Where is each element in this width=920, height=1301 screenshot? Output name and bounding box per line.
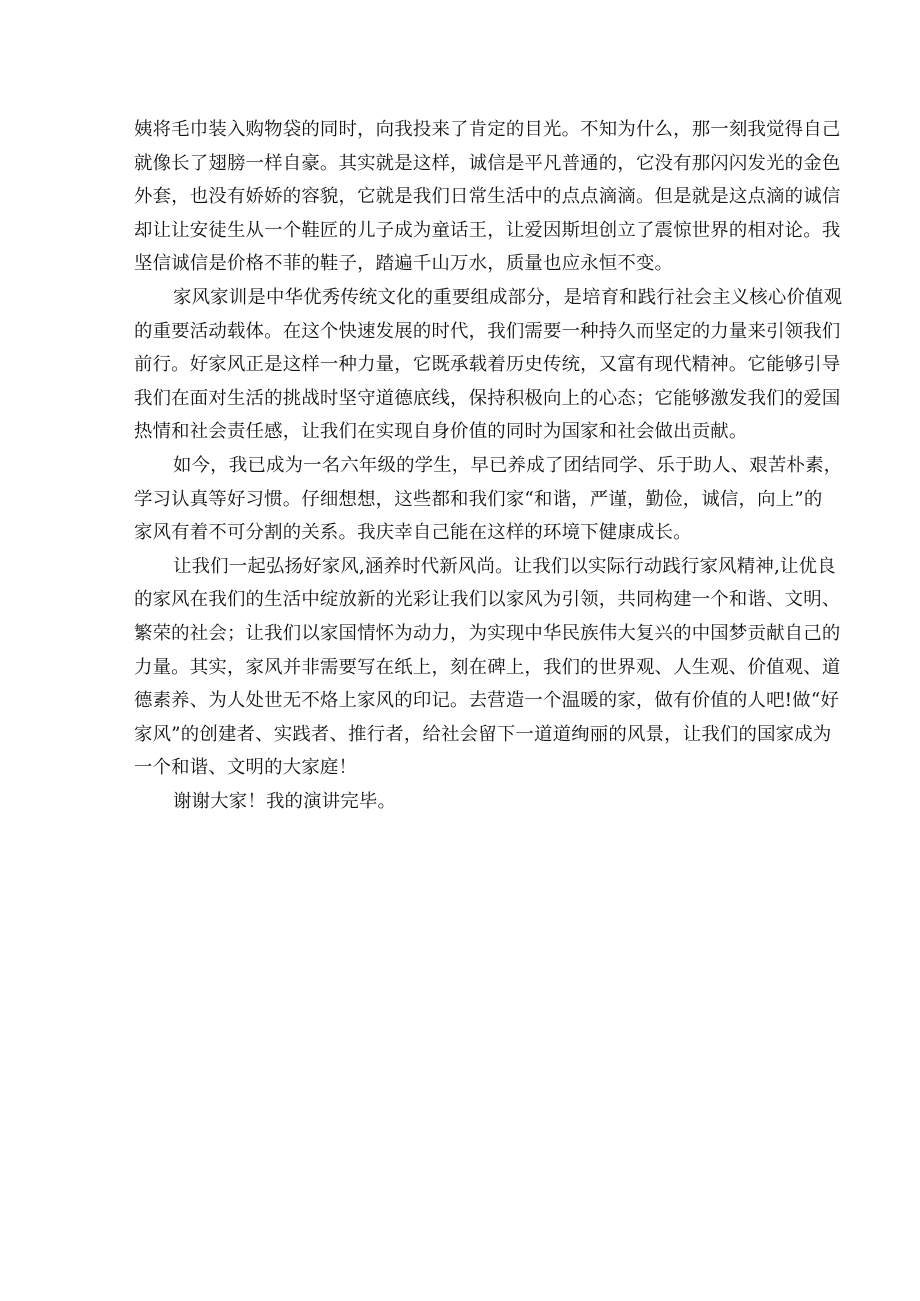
text-line: 姨将毛巾装入购物袋的同时，向我投来了肯定的目光。不知为什么，那一刻我觉得自己 bbox=[134, 119, 841, 140]
text-line: 如今，我已成为一名六年级的学生，早已养成了团结同学、乐于助人、艰苦朴素， bbox=[173, 454, 843, 476]
text-line: 让我们一起弘扬好家风,涵养时代新风尚。让我们以实际行动践行家风精神,让优良 bbox=[173, 555, 836, 577]
text-line: 家风”的创建者、实践者、推行者，给社会留下一道道绚丽的风景，让我们的国家成为 bbox=[134, 723, 832, 745]
paragraph-family-tradition bbox=[134, 281, 843, 449]
paragraph-closing bbox=[134, 785, 790, 819]
text-line: 德素养、为人处世无不烙上家风的印记。去营造一个温暖的家，做有价值的人吧!做“好 bbox=[134, 690, 840, 712]
text-line: 我们在面对生活的挑战时坚守道德底线，保持积极向上的心态；它能够激发我们的爱国 bbox=[134, 387, 841, 409]
text-line: 的重要活动载体。在这个快速发展的时代，我们需要一种持久而坚定的力量来引领我们 bbox=[134, 320, 841, 342]
text-line: 一个和谐、文明的大家庭！ bbox=[134, 757, 358, 779]
text-line: 谢谢大家！我的演讲完毕。 bbox=[173, 790, 397, 812]
text-line: 热情和社会责任感，让我们在实现自身价值的同时为国家和社会做出贡献。 bbox=[134, 421, 748, 443]
text-line: 繁荣的社会；让我们以家国情怀为动力，为实现中华民族伟大复兴的中国梦贡献自己的 bbox=[134, 622, 841, 644]
paragraph-integrity-ending bbox=[134, 113, 841, 281]
document-body bbox=[134, 113, 843, 818]
text-line: 力量。其实，家风并非需要写在纸上，刻在碑上，我们的世界观、人生观、价值观、道 bbox=[134, 656, 841, 678]
text-line: 却让让安徒生从一个鞋匠的儿子成为童话王，让爱因斯坦创立了震惊世界的相对论。我 bbox=[134, 219, 841, 241]
paragraph-promote-family-style bbox=[134, 550, 841, 785]
text-line: 坚信诚信是价格不菲的鞋子，踏遍千山万水，质量也应永恒不变。 bbox=[134, 253, 674, 275]
text-line: 外套，也没有娇娇的容貌，它就是我们日常生活中的点点滴滴。但是就是这点滴的诚信 bbox=[134, 186, 841, 208]
paragraph-sixth-grade bbox=[134, 449, 843, 550]
text-line: 家风有着不可分割的关系。我庆幸自己能在这样的环境下健康成长。 bbox=[134, 522, 692, 544]
text-line: 前行。好家风正是这样一种力量，它既承载着历史传统，又富有现代精神。它能够引导 bbox=[134, 354, 841, 376]
text-line: 的家风在我们的生活中绽放新的光彩让我们以家风为引领，共同构建一个和谐、文明、 bbox=[134, 589, 841, 611]
text-line: 就像长了翅膀一样自豪。其实就是这样，诚信是平凡普通的，它没有那闪闪发光的金色 bbox=[134, 152, 841, 174]
text-line: 家风家训是中华优秀传统文化的重要组成部分，是培育和践行社会主义核心价值观 bbox=[173, 286, 843, 308]
text-line: 学习认真等好习惯。仔细想想，这些都和我们家“和谐，严谨，勤俭，诚信，向上”的 bbox=[134, 488, 823, 510]
